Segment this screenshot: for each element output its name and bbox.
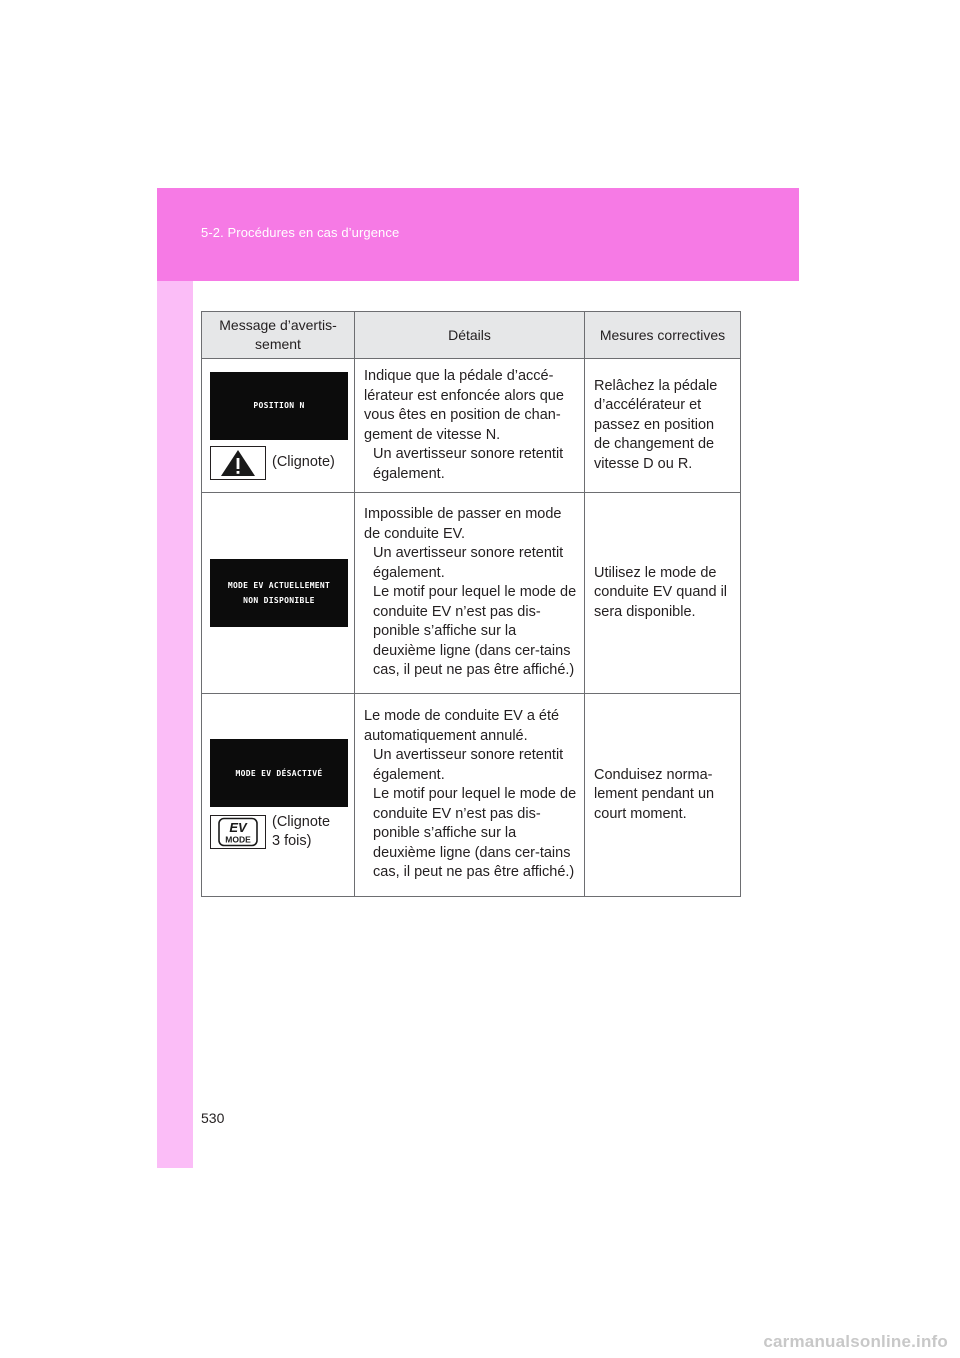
details-note: Un avertisseur sonore retentit également. (373, 545, 564, 581)
details-cell (355, 359, 585, 493)
screen-line: NON DISPONIBLE (243, 596, 315, 605)
warning-messages-table (201, 311, 741, 897)
page-number: 530 (201, 1110, 225, 1126)
indicator-box (210, 815, 266, 849)
details-text: Impossible de passer en mode de conduite EV. (364, 506, 562, 542)
indicator-label: (Clignote) (272, 454, 335, 470)
details-note: Un avertisseur sonore retentit également. (373, 446, 564, 482)
screen-line: MODE EV ACTUELLEMENT (227, 581, 331, 590)
measures-text: Relâchez la pédale d’accélérateur et passez en position de changement de vitesse D ou R. (594, 377, 718, 472)
indicator-box (210, 446, 266, 480)
warning-triangle-icon (219, 448, 257, 478)
side-tab-strip (157, 188, 193, 1168)
indicator-row (210, 446, 346, 480)
message-cell (202, 493, 355, 694)
measures-cell (585, 359, 741, 493)
message-cell (202, 359, 355, 493)
column-header-measures: Mesures correctives (585, 312, 741, 359)
display-screen (210, 559, 348, 627)
details-note: Un avertisseur sonore retentit également. (373, 747, 564, 783)
column-header-details: Détails (355, 312, 585, 359)
screen-line: POSITION N (253, 401, 305, 410)
measures-text: Utilisez le mode de conduite EV quand il sera disponible. (594, 564, 728, 620)
details-cell (355, 493, 585, 694)
ev-mode-icon (216, 817, 260, 847)
display-screen (210, 372, 348, 440)
screen-line: MODE EV DÉSACTIVÉ (235, 768, 323, 778)
section-title: 5-2. Procédures en cas d’urgence (201, 225, 400, 240)
svg-text:EV: EV (229, 820, 247, 835)
indicator-label: (Clignote 3 fois) (272, 814, 331, 849)
table-row (202, 493, 741, 694)
details-note: Le motif pour lequel le mode de conduite EV n’est pas dis-ponible s’affiche sur la deuxième ligne (dans cer-tains cas, il peut ne pas être affiché.) (373, 584, 577, 679)
details-cell (355, 694, 585, 897)
table-row (202, 359, 741, 493)
measures-cell (585, 694, 741, 897)
measures-cell (585, 493, 741, 694)
measures-text: Conduisez norma-lement pendant un court moment. (594, 766, 715, 822)
display-screen (210, 739, 348, 807)
message-cell (202, 694, 355, 897)
details-text: Indique que la pédale d’accé-lérateur est enfoncée alors que vous êtes en position de chan-gement de vitesse N. (364, 368, 564, 443)
table-header-row (202, 312, 741, 359)
details-note: Le motif pour lequel le mode de conduite EV n’est pas dis-ponible s’affiche sur la deuxième ligne (dans cer-tains cas, il peut ne pas être affiché.) (373, 786, 577, 881)
watermark: carmanualsonline.info (763, 1332, 948, 1351)
column-header-message: Message d’avertis-sement (202, 312, 355, 359)
indicator-row (210, 813, 346, 851)
table-row (202, 694, 741, 897)
svg-text:MODE: MODE (225, 834, 251, 845)
details-text: Le mode de conduite EV a été automatiquement annulé. (364, 708, 560, 744)
